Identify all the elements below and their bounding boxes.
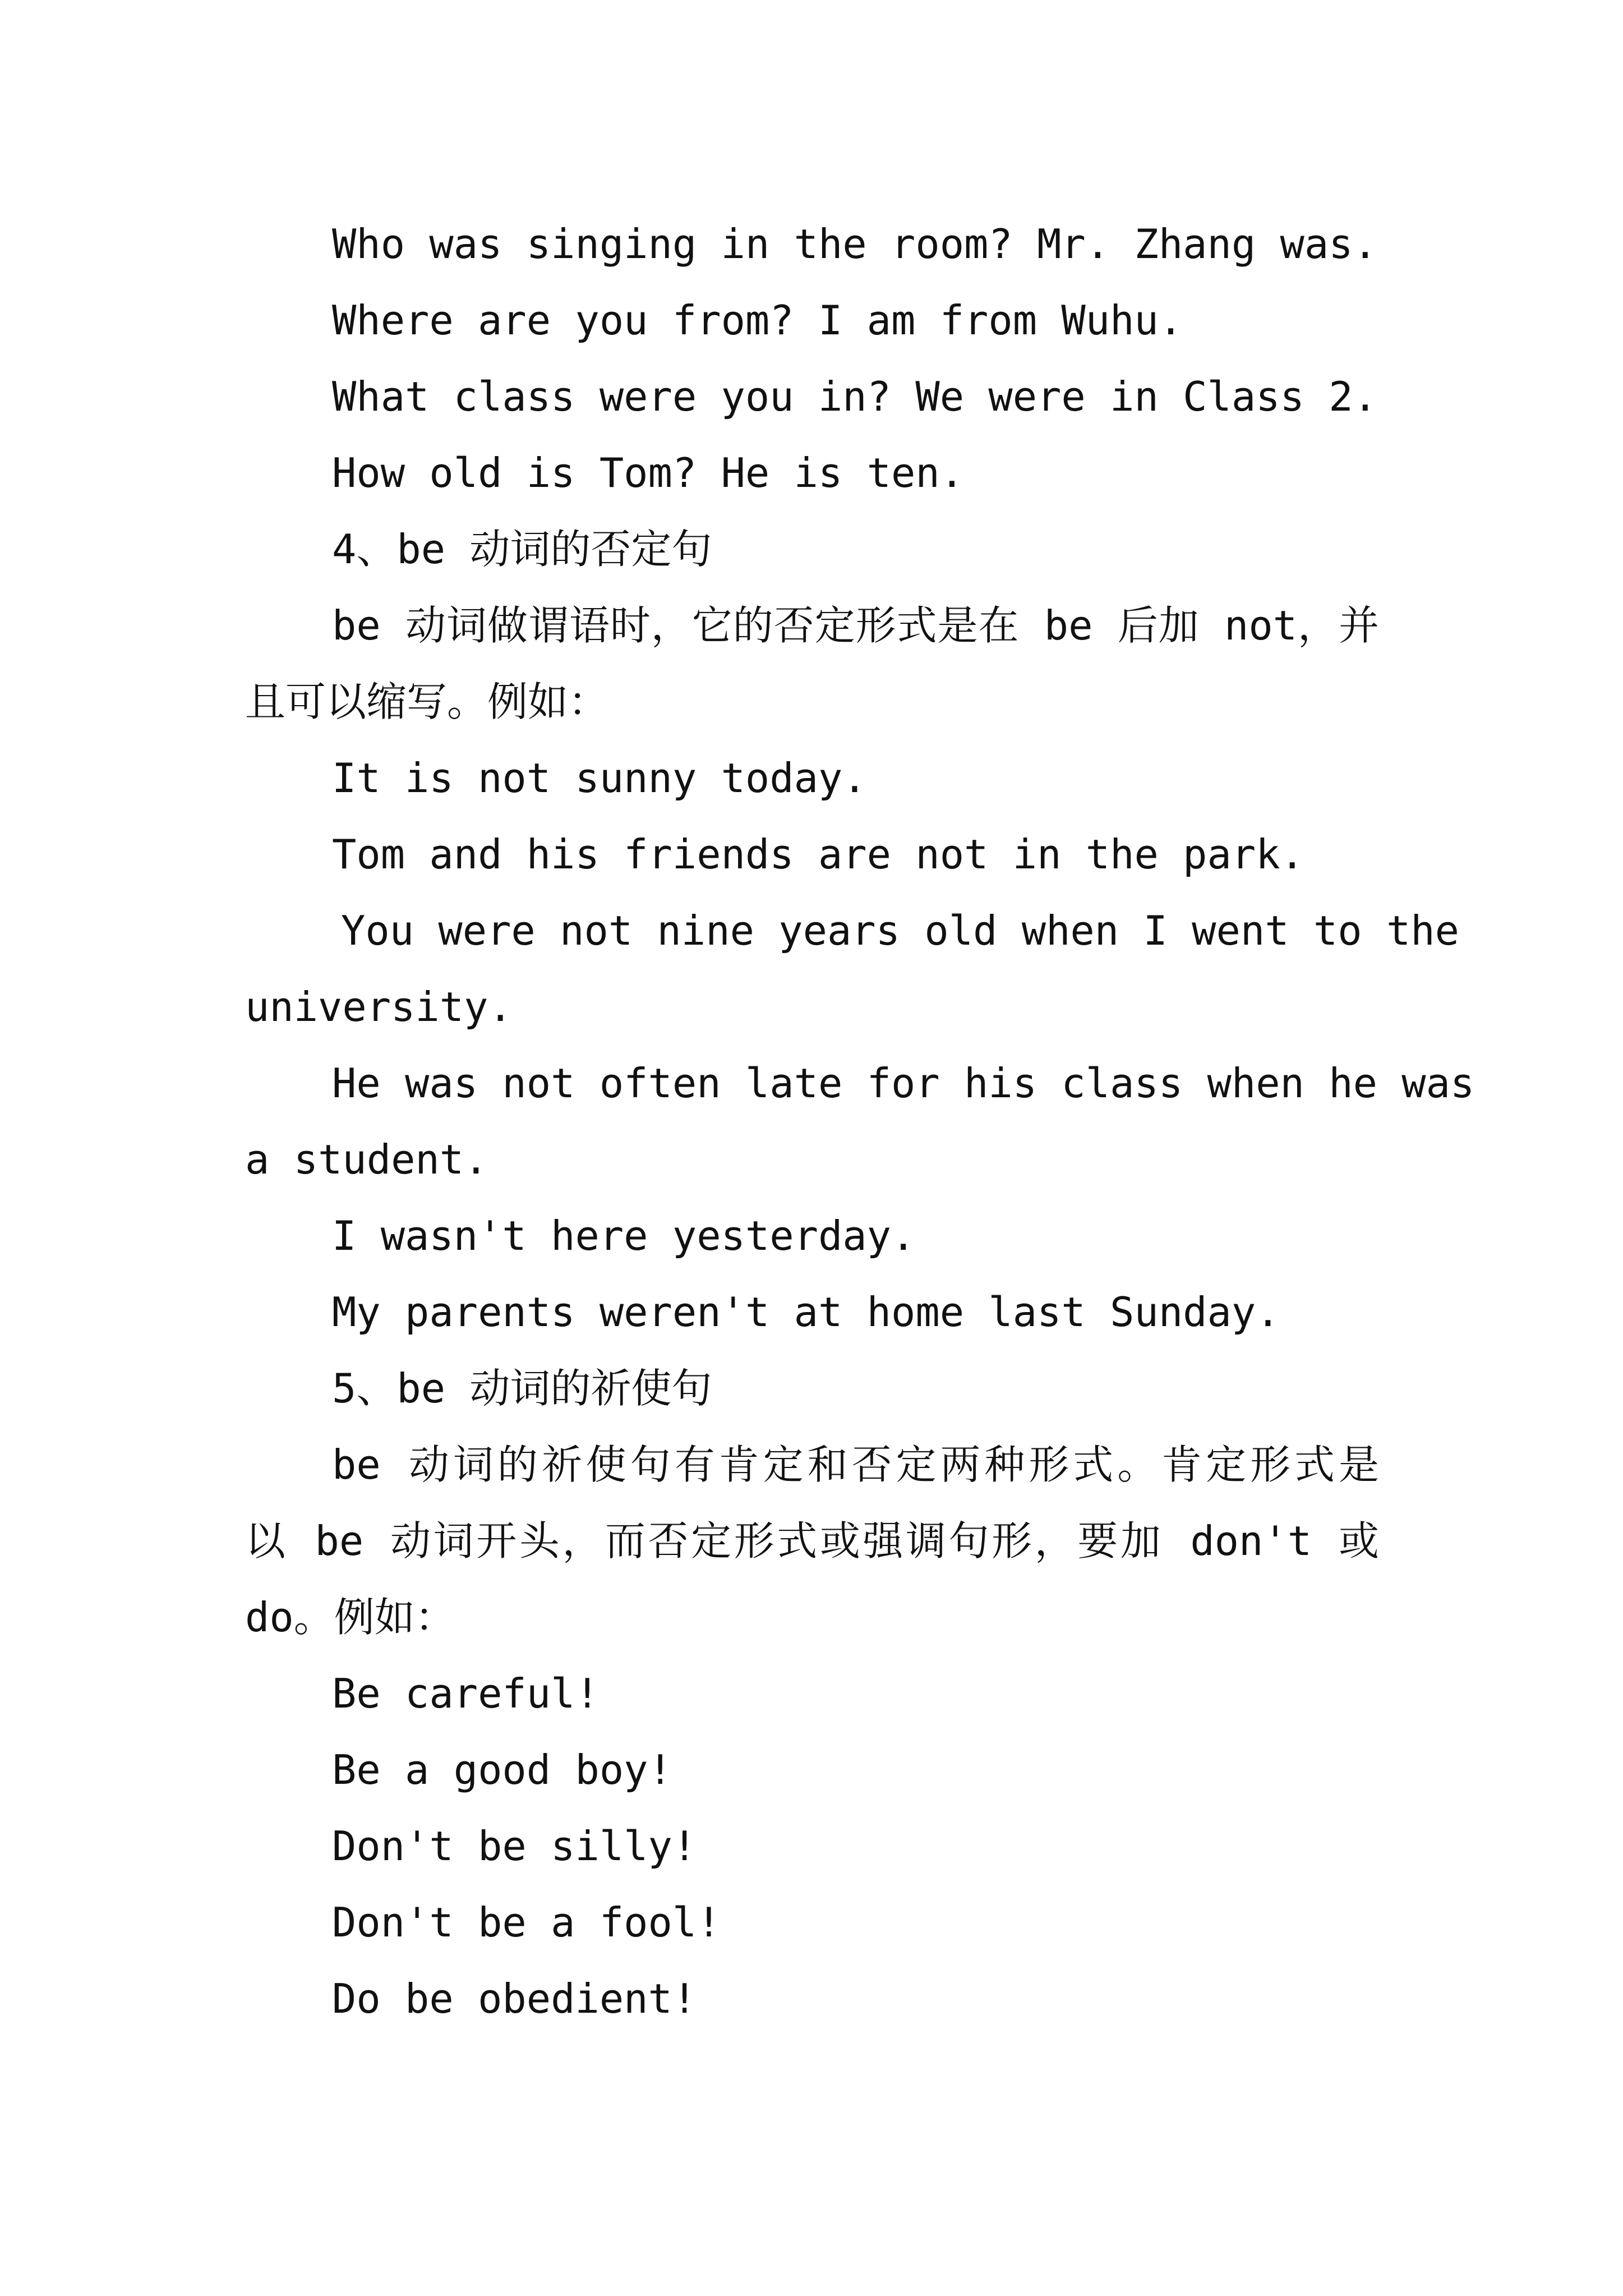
example-sentence-continued: university. xyxy=(245,983,513,1030)
example-sentence: Be careful! xyxy=(332,1670,600,1717)
paragraph-line: 以 be 动词开头，而否定形式或强调句形，要加 don't 或 xyxy=(245,1517,1379,1565)
example-sentence: Don't be a fool! xyxy=(332,1899,721,1946)
section-heading-imperative: 5、be 动词的祈使句 xyxy=(332,1365,712,1412)
paragraph-line: 且可以缩写。例如： xyxy=(245,678,609,725)
example-sentence-continued: a student. xyxy=(245,1136,488,1183)
example-sentence: Do be obedient! xyxy=(332,1975,697,2022)
example-sentence: He was not often late for his class when he was xyxy=(332,1060,1475,1107)
paragraph-line: do。例如： xyxy=(245,1594,455,1641)
example-sentence: My parents weren't at home last Sunday. xyxy=(332,1289,1280,1336)
example-sentence: Who was singing in the room? Mr. Zhang was. xyxy=(332,220,1377,268)
example-sentence: It is not sunny today. xyxy=(332,754,867,802)
example-sentence: Where are you from? I am from Wuhu. xyxy=(332,297,1183,344)
paragraph-line: be 动词的祈使句有肯定和否定两种形式。肯定形式是 xyxy=(332,1441,1379,1488)
paragraph-line: be 动词做谓语时，它的否定形式是在 be 后加 not，并 xyxy=(332,602,1379,649)
section-heading-negative: 4、be 动词的否定句 xyxy=(332,526,712,573)
example-sentence: Be a good boy! xyxy=(332,1746,672,1793)
example-sentence: You were not nine years old when I went to the xyxy=(341,907,1459,954)
example-sentence: Don't be silly! xyxy=(332,1823,697,1870)
example-sentence: What class were you in? We were in Class 2. xyxy=(332,373,1377,420)
example-sentence: How old is Tom? He is ten. xyxy=(332,449,965,496)
example-sentence: Tom and his friends are not in the park. xyxy=(332,831,1304,878)
example-sentence: I wasn't here yesterday. xyxy=(332,1212,916,1259)
